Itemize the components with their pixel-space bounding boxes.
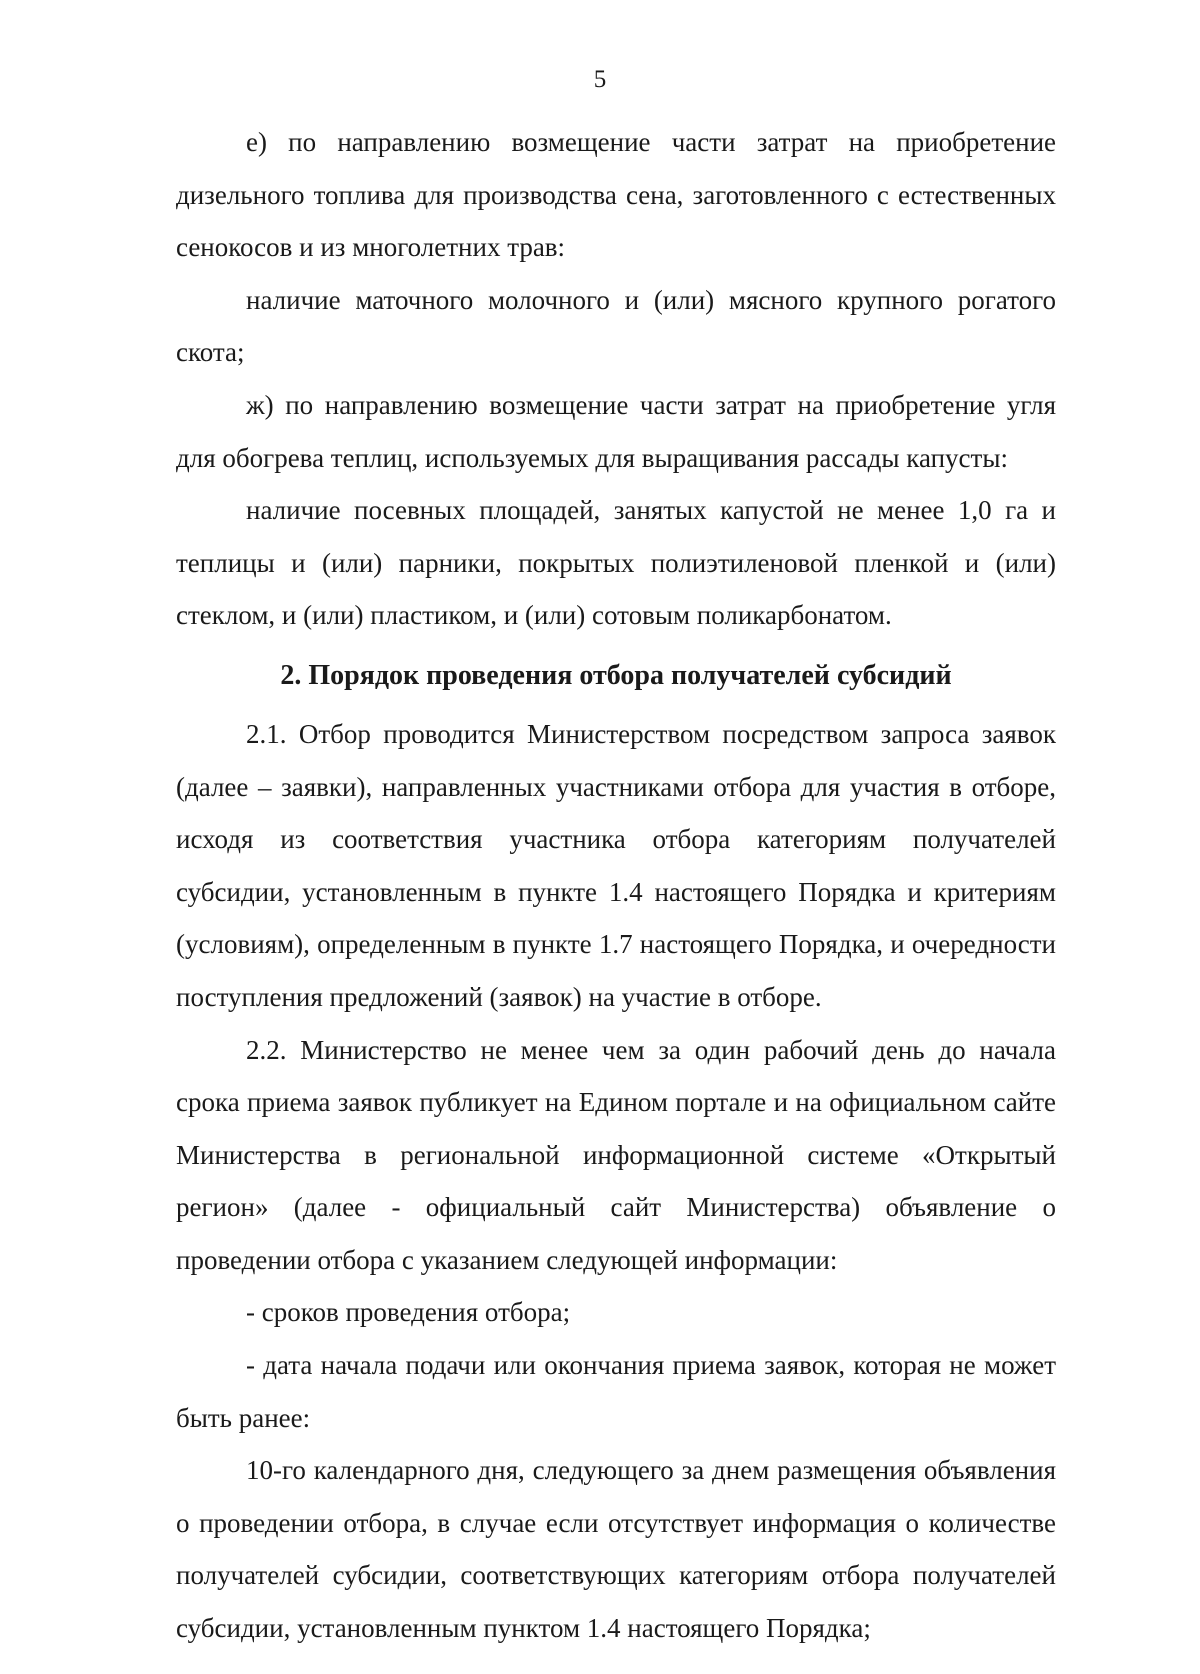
- page-number: 5: [593, 66, 607, 93]
- paragraph-zh-coal: ж) по направлению возмещение части затрат на приобретение угля для обогрева теплиц, используемых для выращивания рассады капусты:: [176, 389, 1056, 473]
- paragraph-2-2: 2.2. Министерство не менее чем за один рабочий день до начала срока приема заявок публикует на Едином портале и на официальном сайте Министерства в региональной информационной системе «Открытый регион» (далее - официальный сайт Министерства) объявление о проведении отбора с указанием следующей информации:: [176, 1034, 1056, 1275]
- document-body: [176, 116, 1056, 1655]
- paragraph-e-diesel: е) по направлению возмещение части затрат на приобретение дизельного топлива для производства сена, заготовленного с естественных сенокосов и из многолетних трав:: [176, 127, 1056, 263]
- list-item-selection-period: - сроков проведения отбора;: [246, 1297, 571, 1328]
- paragraph-cattle-requirement: наличие маточного молочного и (или) мясного крупного рогатого скота;: [176, 284, 1056, 368]
- paragraph-10th-day: 10-го календарного дня, следующего за днем размещения объявления о проведении отбора, в случае если отсутствует информация о количестве получателей субсидии, соответствующих категориям отбора получателей субсидии, установленным пунктом 1.4 настоящего Порядка;: [176, 1455, 1056, 1644]
- paragraph-cabbage-requirement: наличие посевных площадей, занятых капустой не менее 1,0 га и теплицы и (или) парники, покрытых полиэтиленовой пленкой и (или) стеклом, и (или) пластиком, и (или) сотовым поликарбонатом.: [176, 495, 1056, 631]
- section-heading: 2. Порядок проведения отбора получателей субсидий: [280, 659, 952, 691]
- paragraph-2-1: 2.1. Отбор проводится Министерством посредством запроса заявок (далее – заявки), направленных участниками отбора для участия в отборе, исходя из соответствия участника отбора категориям получателей субсидии, установленным в пункте 1.4 настоящего Порядка и критериям (условиям), определенным в пункте 1.7 настоящего Порядка, и очередности поступления предложений (заявок) на участие в отборе.: [176, 718, 1056, 1012]
- list-item-application-date: - дата начала подачи или окончания приема заявок, которая не может быть ранее:: [176, 1350, 1056, 1433]
